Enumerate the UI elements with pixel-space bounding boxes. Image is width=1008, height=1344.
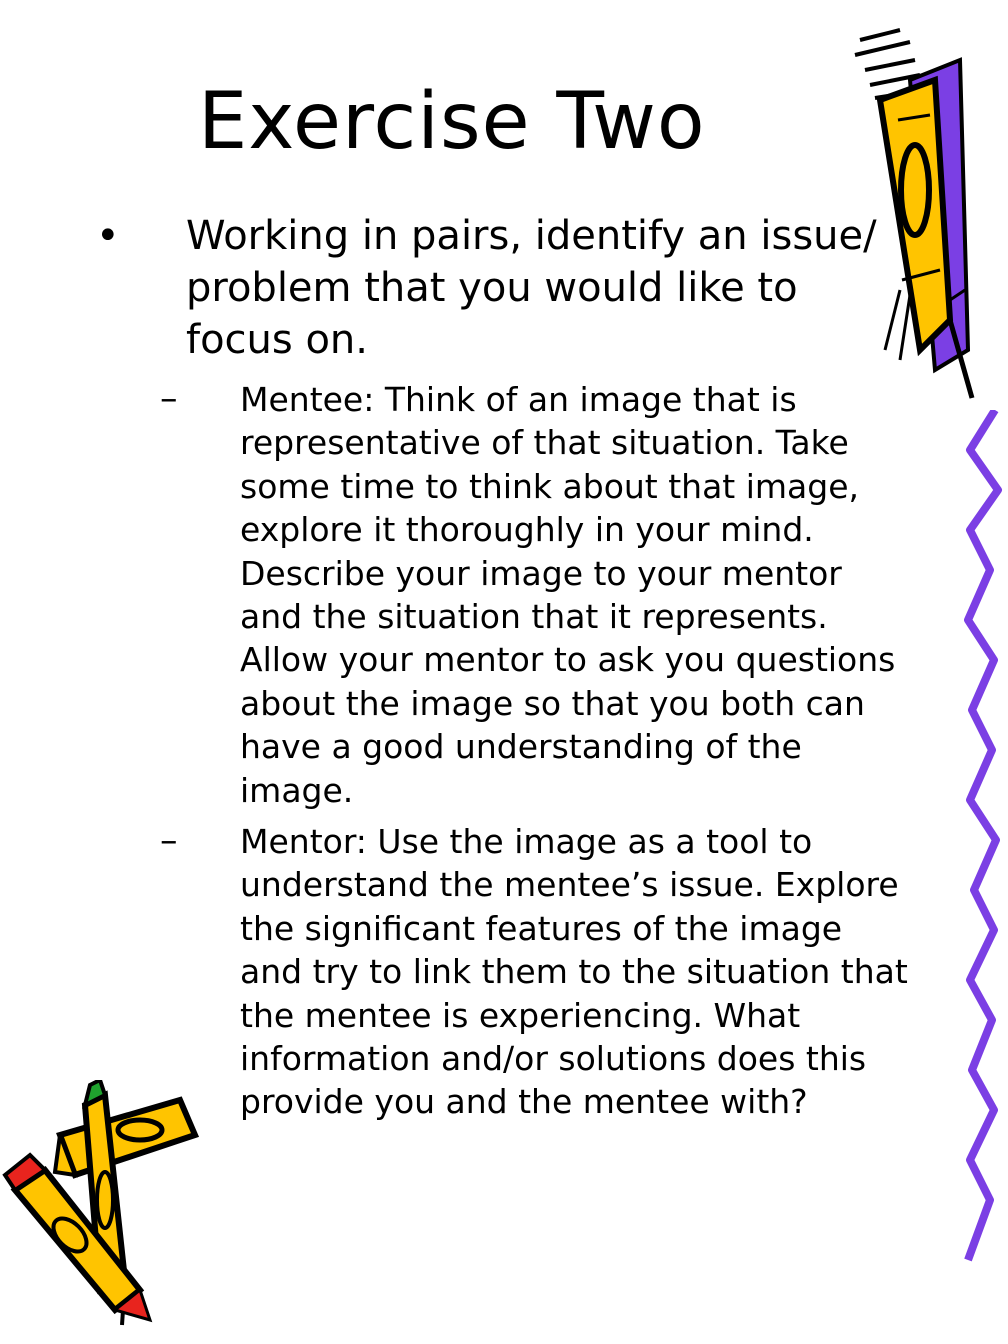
pencil-clipart-icon xyxy=(840,20,990,410)
slide-title: Exercise Two xyxy=(198,77,706,167)
bullet-marker: • xyxy=(96,213,120,259)
pencils-clipart-icon xyxy=(0,1080,210,1330)
bullet-text: Working in pairs, identify an issue/ problem that you would like to focus on. xyxy=(186,213,877,363)
sub-bullet-marker: – xyxy=(160,379,178,419)
sub-bullet-text: Mentee: Think of an image that is representative of that situation. Take some time to think about that image, explore it thoroughly in your mind. Describe your image to your mentor and the situation that it represents. Allow your mentor to ask you questions about the image so that you both can have a good understanding of the image. xyxy=(240,380,896,810)
sub-bullet-marker: – xyxy=(160,821,178,861)
squiggle-line-icon xyxy=(950,410,1008,1270)
sub-bullet-text: Mentor: Use the image as a tool to understand the mentee’s issue. Explore the significant features of the image and try to link them to the situation that the mentee is experiencing. What information and/or solutions does this provide you and the mentee with? xyxy=(240,822,908,1122)
